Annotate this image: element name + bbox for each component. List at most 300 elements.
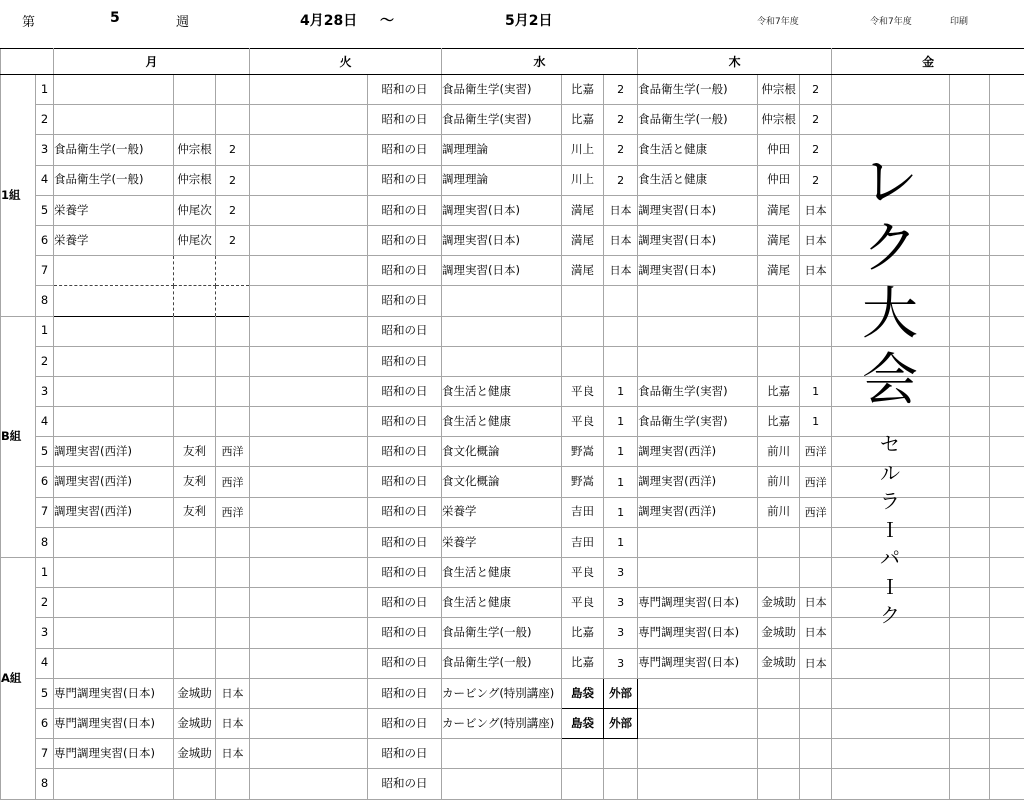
thu-subject[interactable]: [638, 286, 758, 316]
mon-room[interactable]: [216, 527, 250, 557]
thu-teacher[interactable]: 金城助: [758, 588, 800, 618]
mon-room[interactable]: 西洋: [216, 467, 250, 497]
fri-cell[interactable]: [990, 135, 1024, 165]
wed-subject[interactable]: [442, 346, 562, 376]
wed-room[interactable]: 外部: [604, 708, 638, 738]
mon-room[interactable]: 日本: [216, 708, 250, 738]
mon-room[interactable]: 2: [216, 135, 250, 165]
fri-cell[interactable]: [950, 225, 990, 255]
mon-subject[interactable]: [54, 527, 174, 557]
thu-teacher[interactable]: 金城助: [758, 648, 800, 678]
thu-room[interactable]: [800, 678, 832, 708]
period-number[interactable]: 8: [36, 527, 54, 557]
tue-holiday[interactable]: 昭和の日: [368, 135, 442, 165]
thu-teacher[interactable]: 仲宗根: [758, 105, 800, 135]
fri-cell[interactable]: [990, 678, 1024, 708]
period-number[interactable]: 8: [36, 286, 54, 316]
thu-room[interactable]: [800, 769, 832, 799]
mon-teacher[interactable]: [174, 256, 216, 286]
wed-subject[interactable]: 栄養学: [442, 527, 562, 557]
thu-subject[interactable]: 食品衛生学(実習): [638, 376, 758, 406]
fri-cell[interactable]: [950, 105, 990, 135]
wed-teacher[interactable]: 満尾: [562, 195, 604, 225]
mon-room[interactable]: [216, 769, 250, 799]
thu-subject[interactable]: [638, 316, 758, 346]
wed-teacher[interactable]: [562, 316, 604, 346]
period-number[interactable]: 2: [36, 346, 54, 376]
thu-subject[interactable]: 専門調理実習(日本): [638, 588, 758, 618]
tue-subject[interactable]: [250, 376, 368, 406]
tue-holiday[interactable]: 昭和の日: [368, 497, 442, 527]
wed-room[interactable]: 3: [604, 558, 638, 588]
tue-holiday[interactable]: 昭和の日: [368, 648, 442, 678]
wed-subject[interactable]: 食生活と健康: [442, 558, 562, 588]
wed-teacher[interactable]: 比嘉: [562, 648, 604, 678]
mon-room[interactable]: 西洋: [216, 437, 250, 467]
thu-teacher[interactable]: 仲宗根: [758, 75, 800, 105]
tue-holiday[interactable]: 昭和の日: [368, 437, 442, 467]
period-number[interactable]: 4: [36, 165, 54, 195]
fri-cell[interactable]: [990, 588, 1024, 618]
mon-subject[interactable]: [54, 558, 174, 588]
thu-room[interactable]: [800, 286, 832, 316]
thu-teacher[interactable]: 比嘉: [758, 376, 800, 406]
fri-cell[interactable]: [950, 135, 990, 165]
mon-subject[interactable]: 食品衛生学(一般): [54, 165, 174, 195]
thu-subject[interactable]: 食生活と健康: [638, 135, 758, 165]
fri-cell[interactable]: [950, 678, 990, 708]
thu-subject[interactable]: 調理実習(西洋): [638, 437, 758, 467]
period-number[interactable]: 8: [36, 769, 54, 799]
tue-holiday[interactable]: 昭和の日: [368, 527, 442, 557]
period-number[interactable]: 6: [36, 225, 54, 255]
tue-holiday[interactable]: 昭和の日: [368, 225, 442, 255]
tue-subject[interactable]: [250, 467, 368, 497]
mon-subject[interactable]: [54, 618, 174, 648]
wed-teacher[interactable]: 平良: [562, 588, 604, 618]
tue-subject[interactable]: [250, 708, 368, 738]
thu-subject[interactable]: 食品衛生学(実習): [638, 407, 758, 437]
fri-cell[interactable]: [990, 708, 1024, 738]
fri-cell[interactable]: [990, 558, 1024, 588]
wed-teacher[interactable]: 野嵩: [562, 467, 604, 497]
wed-teacher[interactable]: [562, 739, 604, 769]
thu-subject[interactable]: 専門調理実習(日本): [638, 618, 758, 648]
fri-cell[interactable]: [832, 648, 950, 678]
fri-cell[interactable]: [990, 75, 1024, 105]
mon-subject[interactable]: 専門調理実習(日本): [54, 739, 174, 769]
mon-room[interactable]: 日本: [216, 678, 250, 708]
thu-teacher[interactable]: [758, 316, 800, 346]
period-number[interactable]: 2: [36, 105, 54, 135]
thu-room[interactable]: [800, 739, 832, 769]
tue-subject[interactable]: [250, 437, 368, 467]
thu-room[interactable]: 日本: [800, 195, 832, 225]
mon-subject[interactable]: [54, 316, 174, 346]
thu-room[interactable]: [800, 346, 832, 376]
fri-cell[interactable]: [950, 527, 990, 557]
mon-teacher[interactable]: [174, 527, 216, 557]
wed-room[interactable]: 3: [604, 588, 638, 618]
fri-cell[interactable]: [950, 588, 990, 618]
mon-subject[interactable]: [54, 376, 174, 406]
tue-holiday[interactable]: 昭和の日: [368, 739, 442, 769]
wed-room[interactable]: 日本: [604, 195, 638, 225]
mon-teacher[interactable]: 友利: [174, 467, 216, 497]
wed-subject[interactable]: 調理実習(日本): [442, 225, 562, 255]
wed-subject[interactable]: 食生活と健康: [442, 376, 562, 406]
thu-teacher[interactable]: [758, 558, 800, 588]
wed-room[interactable]: 日本: [604, 225, 638, 255]
thu-subject[interactable]: [638, 769, 758, 799]
mon-subject[interactable]: [54, 75, 174, 105]
thu-room[interactable]: 2: [800, 165, 832, 195]
tue-subject[interactable]: [250, 286, 368, 316]
wed-room[interactable]: [604, 346, 638, 376]
period-number[interactable]: 3: [36, 376, 54, 406]
fri-cell[interactable]: [990, 769, 1024, 799]
wed-subject[interactable]: 調理理論: [442, 135, 562, 165]
wed-room[interactable]: 2: [604, 135, 638, 165]
mon-teacher[interactable]: [174, 618, 216, 648]
thu-teacher[interactable]: 前川: [758, 437, 800, 467]
thu-teacher[interactable]: [758, 739, 800, 769]
tue-holiday[interactable]: 昭和の日: [368, 286, 442, 316]
wed-teacher[interactable]: 満尾: [562, 225, 604, 255]
fri-cell[interactable]: [990, 316, 1024, 346]
tue-subject[interactable]: [250, 346, 368, 376]
fri-cell[interactable]: [832, 678, 950, 708]
thu-room[interactable]: 2: [800, 135, 832, 165]
fri-cell[interactable]: [990, 376, 1024, 406]
thu-subject[interactable]: 調理実習(日本): [638, 256, 758, 286]
mon-subject[interactable]: 調理実習(西洋): [54, 497, 174, 527]
thu-teacher[interactable]: 前川: [758, 467, 800, 497]
tue-subject[interactable]: [250, 225, 368, 255]
period-number[interactable]: 4: [36, 648, 54, 678]
tue-subject[interactable]: [250, 678, 368, 708]
tue-subject[interactable]: [250, 588, 368, 618]
mon-subject[interactable]: 栄養学: [54, 225, 174, 255]
fri-cell[interactable]: [990, 286, 1024, 316]
wed-subject[interactable]: 食品衛生学(一般): [442, 618, 562, 648]
period-number[interactable]: 2: [36, 588, 54, 618]
thu-teacher[interactable]: 比嘉: [758, 407, 800, 437]
tue-holiday[interactable]: 昭和の日: [368, 195, 442, 225]
mon-room[interactable]: 2: [216, 195, 250, 225]
mon-room[interactable]: [216, 286, 250, 316]
fri-cell[interactable]: [832, 75, 950, 105]
wed-room[interactable]: 3: [604, 618, 638, 648]
period-number[interactable]: 5: [36, 437, 54, 467]
mon-subject[interactable]: [54, 769, 174, 799]
wed-teacher[interactable]: 満尾: [562, 256, 604, 286]
tue-subject[interactable]: [250, 105, 368, 135]
mon-subject[interactable]: [54, 346, 174, 376]
thu-teacher[interactable]: [758, 769, 800, 799]
fri-cell[interactable]: [950, 286, 990, 316]
thu-room[interactable]: 西洋: [800, 467, 832, 497]
wed-room[interactable]: 1: [604, 407, 638, 437]
tue-subject[interactable]: [250, 135, 368, 165]
fri-cell[interactable]: [990, 105, 1024, 135]
wed-room[interactable]: 2: [604, 75, 638, 105]
wed-room[interactable]: 2: [604, 105, 638, 135]
wed-room[interactable]: [604, 286, 638, 316]
fri-cell[interactable]: [990, 256, 1024, 286]
thu-room[interactable]: 1: [800, 376, 832, 406]
mon-subject[interactable]: [54, 648, 174, 678]
wed-subject[interactable]: 食生活と健康: [442, 407, 562, 437]
thu-teacher[interactable]: 金城助: [758, 618, 800, 648]
thu-room[interactable]: 2: [800, 105, 832, 135]
wed-teacher[interactable]: 平良: [562, 558, 604, 588]
fri-cell[interactable]: [950, 195, 990, 225]
wed-subject[interactable]: 食品衛生学(実習): [442, 105, 562, 135]
tue-holiday[interactable]: 昭和の日: [368, 346, 442, 376]
fri-cell[interactable]: [950, 648, 990, 678]
wed-teacher[interactable]: 野嵩: [562, 437, 604, 467]
fri-cell[interactable]: [990, 739, 1024, 769]
tue-subject[interactable]: [250, 739, 368, 769]
fri-cell[interactable]: [990, 648, 1024, 678]
period-number[interactable]: 5: [36, 195, 54, 225]
thu-teacher[interactable]: [758, 678, 800, 708]
tue-holiday[interactable]: 昭和の日: [368, 376, 442, 406]
mon-subject[interactable]: [54, 256, 174, 286]
mon-teacher[interactable]: [174, 105, 216, 135]
wed-subject[interactable]: 栄養学: [442, 497, 562, 527]
mon-room[interactable]: [216, 346, 250, 376]
mon-subject[interactable]: 専門調理実習(日本): [54, 708, 174, 738]
wed-subject[interactable]: [442, 769, 562, 799]
fri-cell[interactable]: [832, 769, 950, 799]
mon-teacher[interactable]: [174, 558, 216, 588]
mon-teacher[interactable]: 友利: [174, 437, 216, 467]
wed-room[interactable]: 外部: [604, 678, 638, 708]
tue-holiday[interactable]: 昭和の日: [368, 407, 442, 437]
mon-room[interactable]: [216, 316, 250, 346]
wed-subject[interactable]: 食生活と健康: [442, 588, 562, 618]
wed-teacher[interactable]: 吉田: [562, 497, 604, 527]
mon-subject[interactable]: 調理実習(西洋): [54, 437, 174, 467]
wed-teacher[interactable]: 平良: [562, 376, 604, 406]
mon-subject[interactable]: 栄養学: [54, 195, 174, 225]
tue-holiday[interactable]: 昭和の日: [368, 256, 442, 286]
mon-teacher[interactable]: [174, 286, 216, 316]
wed-room[interactable]: [604, 316, 638, 346]
period-number[interactable]: 7: [36, 739, 54, 769]
fri-cell[interactable]: [990, 346, 1024, 376]
tue-subject[interactable]: [250, 769, 368, 799]
thu-subject[interactable]: 専門調理実習(日本): [638, 648, 758, 678]
period-number[interactable]: 1: [36, 316, 54, 346]
thu-room[interactable]: 日本: [800, 648, 832, 678]
wed-teacher[interactable]: 比嘉: [562, 75, 604, 105]
wed-room[interactable]: 1: [604, 497, 638, 527]
tue-subject[interactable]: [250, 195, 368, 225]
mon-room[interactable]: [216, 105, 250, 135]
mon-room[interactable]: [216, 648, 250, 678]
thu-teacher[interactable]: [758, 708, 800, 738]
thu-subject[interactable]: [638, 678, 758, 708]
fri-cell[interactable]: [950, 769, 990, 799]
wed-teacher[interactable]: 吉田: [562, 527, 604, 557]
tue-subject[interactable]: [250, 75, 368, 105]
mon-room[interactable]: 2: [216, 165, 250, 195]
thu-room[interactable]: 西洋: [800, 437, 832, 467]
fri-cell[interactable]: [832, 708, 950, 738]
thu-room[interactable]: [800, 316, 832, 346]
mon-teacher[interactable]: 仲尾次: [174, 195, 216, 225]
fri-cell[interactable]: [950, 558, 990, 588]
tue-holiday[interactable]: 昭和の日: [368, 165, 442, 195]
mon-teacher[interactable]: [174, 346, 216, 376]
header-corner[interactable]: [1, 49, 54, 75]
thu-teacher[interactable]: [758, 286, 800, 316]
tue-holiday[interactable]: 昭和の日: [368, 708, 442, 738]
period-number[interactable]: 5: [36, 678, 54, 708]
thu-room[interactable]: [800, 558, 832, 588]
mon-teacher[interactable]: [174, 316, 216, 346]
wed-teacher[interactable]: [562, 346, 604, 376]
wed-teacher[interactable]: 比嘉: [562, 618, 604, 648]
fri-cell[interactable]: [990, 467, 1024, 497]
fri-cell[interactable]: [990, 165, 1024, 195]
mon-teacher[interactable]: 金城助: [174, 678, 216, 708]
mon-subject[interactable]: [54, 105, 174, 135]
mon-room[interactable]: [216, 256, 250, 286]
period-number[interactable]: 4: [36, 407, 54, 437]
tue-holiday[interactable]: 昭和の日: [368, 678, 442, 708]
thu-room[interactable]: 日本: [800, 256, 832, 286]
mon-subject[interactable]: [54, 286, 174, 316]
wed-room[interactable]: 1: [604, 376, 638, 406]
fri-cell[interactable]: [832, 105, 950, 135]
mon-teacher[interactable]: [174, 407, 216, 437]
wed-subject[interactable]: カービング(特別講座): [442, 708, 562, 738]
thu-teacher[interactable]: [758, 527, 800, 557]
wed-subject[interactable]: 食品衛生学(実習): [442, 75, 562, 105]
mon-teacher[interactable]: 仲宗根: [174, 165, 216, 195]
mon-teacher[interactable]: [174, 376, 216, 406]
thu-subject[interactable]: 調理実習(日本): [638, 225, 758, 255]
period-number[interactable]: 6: [36, 708, 54, 738]
thu-subject[interactable]: [638, 527, 758, 557]
wed-subject[interactable]: [442, 286, 562, 316]
mon-teacher[interactable]: 友利: [174, 497, 216, 527]
wed-subject[interactable]: 調理実習(日本): [442, 256, 562, 286]
fri-cell[interactable]: [950, 739, 990, 769]
wed-room[interactable]: [604, 769, 638, 799]
mon-subject[interactable]: 食品衛生学(一般): [54, 135, 174, 165]
wed-teacher[interactable]: 川上: [562, 165, 604, 195]
wed-teacher[interactable]: [562, 286, 604, 316]
thu-subject[interactable]: 調理実習(西洋): [638, 497, 758, 527]
fri-cell[interactable]: [950, 376, 990, 406]
tue-holiday[interactable]: 昭和の日: [368, 316, 442, 346]
mon-room[interactable]: [216, 376, 250, 406]
thu-room[interactable]: 西洋: [800, 497, 832, 527]
tue-holiday[interactable]: 昭和の日: [368, 558, 442, 588]
fri-cell[interactable]: [832, 739, 950, 769]
mon-room[interactable]: [216, 75, 250, 105]
mon-teacher[interactable]: [174, 588, 216, 618]
mon-room[interactable]: 西洋: [216, 497, 250, 527]
wed-teacher[interactable]: 島袋: [562, 678, 604, 708]
period-number[interactable]: 3: [36, 618, 54, 648]
tue-subject[interactable]: [250, 497, 368, 527]
wed-teacher[interactable]: [562, 769, 604, 799]
fri-cell[interactable]: [950, 497, 990, 527]
thu-subject[interactable]: 食品衛生学(一般): [638, 105, 758, 135]
fri-cell[interactable]: [990, 225, 1024, 255]
tue-subject[interactable]: [250, 618, 368, 648]
tue-subject[interactable]: [250, 648, 368, 678]
thu-subject[interactable]: [638, 708, 758, 738]
thu-subject[interactable]: [638, 558, 758, 588]
fri-cell[interactable]: [950, 256, 990, 286]
fri-cell[interactable]: [950, 346, 990, 376]
thu-room[interactable]: 日本: [800, 618, 832, 648]
mon-subject[interactable]: [54, 588, 174, 618]
thu-subject[interactable]: 調理実習(日本): [638, 195, 758, 225]
tue-subject[interactable]: [250, 165, 368, 195]
thu-teacher[interactable]: 前川: [758, 497, 800, 527]
wed-subject[interactable]: カービング(特別講座): [442, 678, 562, 708]
thu-teacher[interactable]: 満尾: [758, 195, 800, 225]
thu-subject[interactable]: [638, 739, 758, 769]
mon-subject[interactable]: [54, 407, 174, 437]
tue-holiday[interactable]: 昭和の日: [368, 769, 442, 799]
thu-subject[interactable]: 調理実習(西洋): [638, 467, 758, 497]
thu-subject[interactable]: [638, 346, 758, 376]
thu-teacher[interactable]: [758, 346, 800, 376]
mon-teacher[interactable]: [174, 648, 216, 678]
tue-holiday[interactable]: 昭和の日: [368, 105, 442, 135]
fri-cell[interactable]: [990, 195, 1024, 225]
tue-subject[interactable]: [250, 527, 368, 557]
period-number[interactable]: 1: [36, 558, 54, 588]
wed-teacher[interactable]: 川上: [562, 135, 604, 165]
wed-room[interactable]: [604, 739, 638, 769]
tue-subject[interactable]: [250, 558, 368, 588]
thu-room[interactable]: 1: [800, 407, 832, 437]
tue-holiday[interactable]: 昭和の日: [368, 75, 442, 105]
thu-room[interactable]: 日本: [800, 588, 832, 618]
wed-subject[interactable]: [442, 316, 562, 346]
mon-room[interactable]: 2: [216, 225, 250, 255]
fri-cell[interactable]: [990, 618, 1024, 648]
fri-cell[interactable]: [950, 708, 990, 738]
mon-room[interactable]: [216, 588, 250, 618]
period-number[interactable]: 1: [36, 75, 54, 105]
tue-holiday[interactable]: 昭和の日: [368, 618, 442, 648]
wed-room[interactable]: 3: [604, 648, 638, 678]
mon-room[interactable]: [216, 618, 250, 648]
thu-subject[interactable]: 食品衛生学(一般): [638, 75, 758, 105]
thu-room[interactable]: 日本: [800, 225, 832, 255]
wed-teacher[interactable]: 比嘉: [562, 105, 604, 135]
mon-teacher[interactable]: 金城助: [174, 708, 216, 738]
thu-room[interactable]: [800, 708, 832, 738]
wed-room[interactable]: 1: [604, 527, 638, 557]
mon-teacher[interactable]: 金城助: [174, 739, 216, 769]
fri-cell[interactable]: [950, 467, 990, 497]
thu-room[interactable]: [800, 527, 832, 557]
thu-teacher[interactable]: 満尾: [758, 256, 800, 286]
tue-subject[interactable]: [250, 256, 368, 286]
